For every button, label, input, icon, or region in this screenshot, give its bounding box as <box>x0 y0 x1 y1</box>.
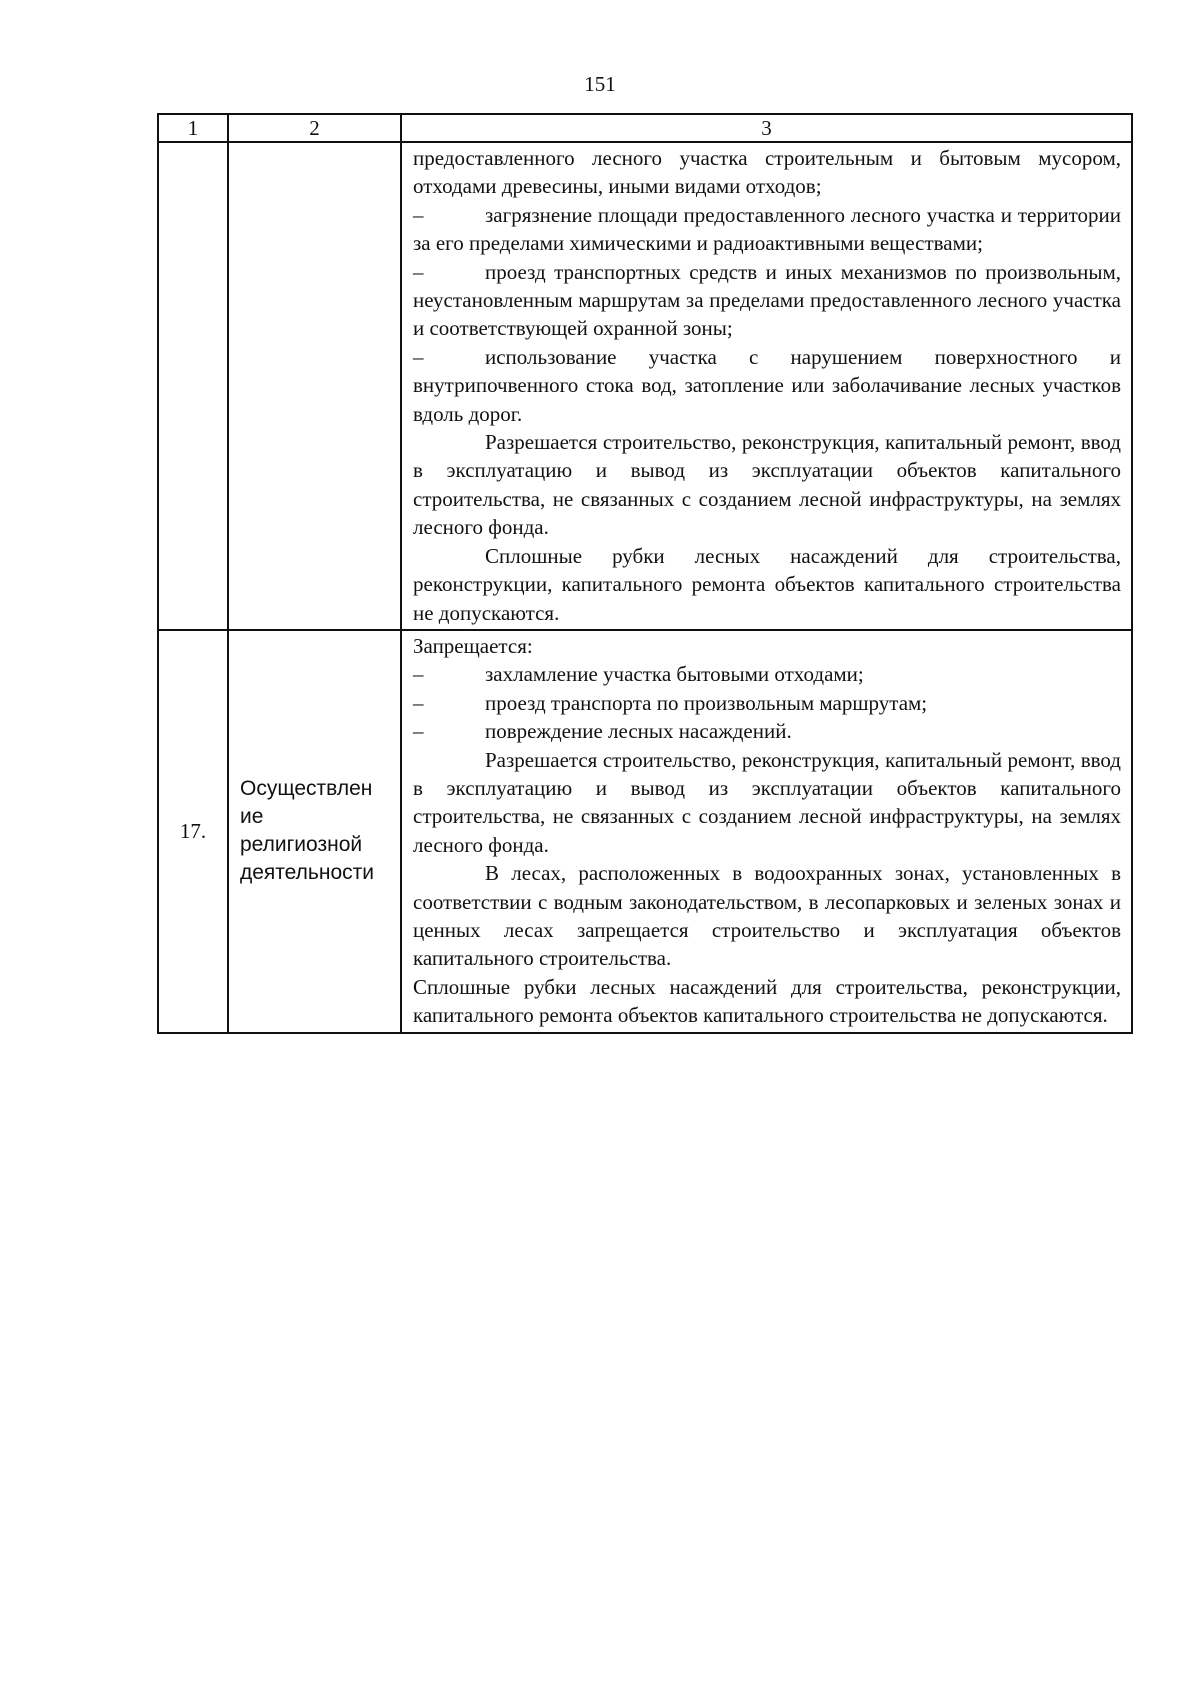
row-name-cell <box>228 142 401 630</box>
dash-paragraph <box>413 717 1121 745</box>
row-name-line: Осуществлен <box>240 777 373 801</box>
dash-mark: – <box>413 344 424 369</box>
dash-paragraph <box>413 689 1121 717</box>
dash-mark: – <box>413 202 424 227</box>
document-table <box>157 113 1133 1034</box>
paragraph-text: проезд транспорта по произвольным маршрутам; <box>485 690 928 715</box>
row-number-cell: 17. <box>158 630 228 1033</box>
row-name-cell <box>228 630 401 1033</box>
dash-paragraph <box>413 201 1121 258</box>
dash-mark: – <box>413 690 424 715</box>
paragraph-text: использование участка с нарушением поверхностного и внутрипочвенного стока вод, затопление или заболачивание лесных участков вдоль дорог. <box>413 344 1121 426</box>
dash-paragraph <box>413 258 1121 343</box>
table-header-row <box>158 114 1132 142</box>
header-col-3: 3 <box>401 114 1132 142</box>
row-content-cell <box>401 142 1132 630</box>
paragraph-text: захламление участка бытовыми отходами; <box>485 662 864 687</box>
paragraph: Сплошные рубки лесных насаждений для строительства, реконструкции, капитального ремонта объектов капитального строительства не допускаются. <box>413 974 1121 1028</box>
paragraph: Запрещается: <box>413 633 533 658</box>
dash-mark: – <box>413 259 424 284</box>
dash-mark: – <box>413 719 424 744</box>
header-col-2: 2 <box>228 114 401 142</box>
table-row-continued <box>158 142 1132 630</box>
indented-paragraph: Сплошные рубки лесных насаждений для строительства, реконструкции, капитального ремонта объектов капитального строительства не допускаются. <box>413 543 1121 625</box>
row-number-cell <box>158 142 228 630</box>
dash-mark: – <box>413 662 424 687</box>
header-col-1: 1 <box>158 114 228 142</box>
row-name-line: религиозной <box>240 833 363 857</box>
dash-paragraph <box>413 660 1121 688</box>
paragraph-text: загрязнение площади предоставленного лесного участка и территории за его пределами химическими и радиоактивными веществами; <box>413 202 1121 256</box>
row-content-17 <box>413 632 1121 1030</box>
indented-paragraph: Разрешается строительство, реконструкция, капитальный ремонт, ввод в эксплуатацию и вывод из эксплуатации объектов капитального строительства, не связанных с созданием лесной инфраструктуры, на землях лесного фонда. <box>413 747 1121 857</box>
dash-paragraph <box>413 343 1121 428</box>
paragraph-text: проезд транспортных средств и иных механизмов по произвольным, неустановленным маршрутам за пределами предоставленного лесного участка и соответствующей охранной зоны; <box>413 259 1121 341</box>
indented-paragraph: Разрешается строительство, реконструкция, капитальный ремонт, ввод в эксплуатацию и вывод из эксплуатации объектов капитального строительства, не связанных с созданием лесной инфраструктуры, на землях лесного фонда. <box>413 430 1121 540</box>
paragraph: предоставленного лесного участка строительным и бытовым мусором, отходами древесины, иными видами отходов; <box>413 146 1121 199</box>
paragraph-text: повреждение лесных насаждений. <box>485 719 792 744</box>
row-content-continued <box>413 144 1121 627</box>
row-content-cell <box>401 630 1132 1033</box>
row-name-line: деятельности <box>240 861 374 885</box>
table-row-17 <box>158 630 1132 1033</box>
indented-paragraph: В лесах, расположенных в водоохранных зонах, установленных в соответствии с водным законодательством, в лесопарковых и зеленых зонах и ценных лесах запрещается строительство и эксплуатация объектов капитального строительства. <box>413 861 1121 971</box>
row-name-line: ие <box>240 805 264 829</box>
page-number: 151 <box>584 72 616 96</box>
